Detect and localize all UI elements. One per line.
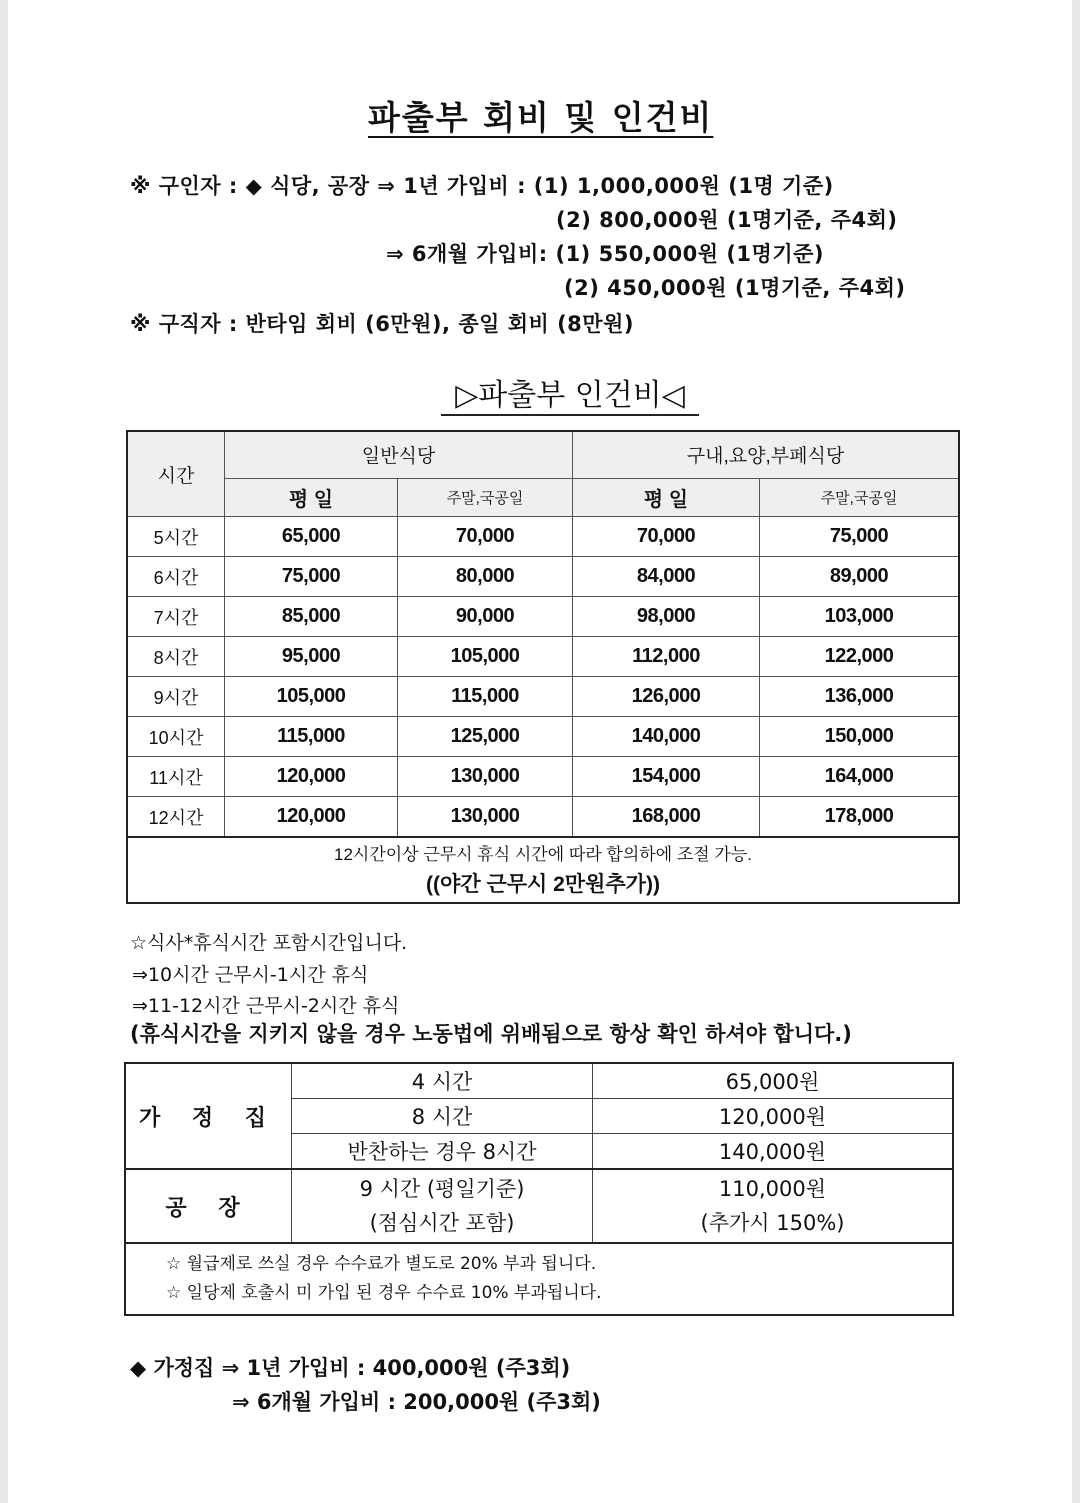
value-cell: 80,000: [398, 557, 573, 597]
value-cell: 105,000: [398, 637, 573, 677]
table-row: [125, 1169, 953, 1243]
value-cell: 112,000: [573, 637, 760, 677]
value-cell: 75,000: [225, 557, 398, 597]
g1-weekend-header: 주말,국공일: [398, 478, 573, 516]
factory-label: 공 장: [125, 1169, 292, 1243]
factory-price: [593, 1169, 954, 1243]
value-cell: 105,000: [225, 677, 398, 717]
price-cell: 140,000원: [593, 1134, 954, 1170]
wage-header-row: [127, 431, 959, 478]
table-row: [127, 757, 959, 797]
value-cell: 164,000: [760, 757, 960, 797]
fee-note-daily: ☆ 일당제 호출시 미 가입 된 경우 수수료 10% 부과됩니다.: [166, 1283, 602, 1303]
value-cell: 136,000: [760, 677, 960, 717]
rest-warning: (휴식시간을 지키지 않을 경우 노동법에 위배됨으로 항상 확인 하셔야 합니다.): [130, 1022, 852, 1046]
value-cell: 150,000: [760, 717, 960, 757]
group-cafeteria: 구내,요양,부페식당: [573, 431, 960, 478]
wage-table: [126, 430, 960, 904]
hours-cell: 10시간: [127, 717, 225, 757]
value-cell: 125,000: [398, 717, 573, 757]
hours-cell: 9시간: [127, 677, 225, 717]
value-cell: 85,000: [225, 597, 398, 637]
table-row: [125, 1063, 953, 1099]
value-cell: 75,000: [760, 517, 960, 557]
factory-duration: [292, 1169, 593, 1243]
fee-line-jobseeker: ※ 구직자 : 반타임 회비 (6만원), 종일 회비 (8만원): [130, 312, 634, 336]
value-cell: 70,000: [573, 517, 760, 557]
value-cell: 65,000: [225, 517, 398, 557]
wage-section-title: ▷파출부 인건비◁: [441, 378, 699, 416]
rest-note-1: ☆식사*휴식시간 포함시간입니다.: [130, 932, 408, 954]
wage-note-line1: 12시간이상 근무시 휴식 시간에 따라 합의하에 조절 가능.: [334, 845, 752, 864]
fee-line-employer-1yr-opt2: (2) 800,000원 (1명기준, 주4회): [556, 208, 898, 232]
factory-price-line1: 110,000원: [718, 1177, 827, 1201]
wage-note-row: [127, 837, 959, 903]
price-cell: 65,000원: [593, 1063, 954, 1099]
value-cell: 178,000: [760, 797, 960, 838]
home-fee-6mo: ⇒ 6개월 가입비 : 200,000원 (주3회): [232, 1390, 601, 1414]
hours-cell: 11시간: [127, 757, 225, 797]
group-general-restaurant: 일반식당: [225, 431, 573, 478]
value-cell: 130,000: [398, 757, 573, 797]
wage-note: [127, 837, 959, 903]
value-cell: 103,000: [760, 597, 960, 637]
hours-cell: 7시간: [127, 597, 225, 637]
value-cell: 120,000: [225, 757, 398, 797]
value-cell: 122,000: [760, 637, 960, 677]
home-foot-row: [125, 1243, 953, 1315]
table-row: [127, 677, 959, 717]
factory-duration-line2: (점심시간 포함): [369, 1211, 515, 1235]
table-row: [127, 557, 959, 597]
home-label: 가 정 집: [125, 1063, 292, 1169]
rest-note-3: ⇒11-12시간 근무시-2시간 휴식: [132, 995, 400, 1017]
table-row: [127, 717, 959, 757]
hour-header: 시간: [127, 431, 225, 517]
value-cell: 130,000: [398, 797, 573, 838]
table-row: [127, 797, 959, 838]
value-cell: 120,000: [225, 797, 398, 838]
wage-note-line2: ((야간 근무시 2만원추가)): [426, 873, 660, 896]
fee-note-monthly: ☆ 월급제로 쓰실 경우 수수료가 별도로 20% 부과 됩니다.: [166, 1254, 597, 1274]
hours-cell: 5시간: [127, 517, 225, 557]
value-cell: 84,000: [573, 557, 760, 597]
fee-line-employer-6mo: ⇒ 6개월 가입비: (1) 550,000원 (1명기준): [386, 242, 824, 266]
value-cell: 115,000: [225, 717, 398, 757]
rest-note-2: ⇒10시간 근무시-1시간 휴식: [132, 964, 369, 986]
document-page: [8, 0, 1072, 1503]
value-cell: 168,000: [573, 797, 760, 838]
factory-price-line2: (추가시 150%): [700, 1211, 845, 1235]
wage-subheader-row: [127, 478, 959, 516]
table-row: [127, 597, 959, 637]
value-cell: 70,000: [398, 517, 573, 557]
fee-notes: [125, 1243, 953, 1315]
fee-line-employer-1yr: ※ 구인자 : ◆ 식당, 공장 ⇒ 1년 가입비 : (1) 1,000,000원 (1명 기준): [130, 174, 834, 198]
hours-cell: 8시간: [127, 637, 225, 677]
value-cell: 140,000: [573, 717, 760, 757]
value-cell: 89,000: [760, 557, 960, 597]
hours-cell: 12시간: [127, 797, 225, 838]
value-cell: 95,000: [225, 637, 398, 677]
price-cell: 120,000원: [593, 1099, 954, 1134]
duration-cell: 4 시간: [292, 1063, 593, 1099]
duration-cell: 8 시간: [292, 1099, 593, 1134]
value-cell: 115,000: [398, 677, 573, 717]
duration-cell: 반찬하는 경우 8시간: [292, 1134, 593, 1170]
value-cell: 154,000: [573, 757, 760, 797]
value-cell: 98,000: [573, 597, 760, 637]
home-fee-1yr: ◆ 가정집 ⇒ 1년 가입비 : 400,000원 (주3회): [130, 1356, 571, 1380]
home-factory-table: [124, 1062, 954, 1316]
g2-weekend-header: 주말,국공일: [760, 478, 960, 516]
factory-duration-line1: 9 시간 (평일기준): [359, 1177, 525, 1201]
hours-cell: 6시간: [127, 557, 225, 597]
fee-line-employer-6mo-opt2: (2) 450,000원 (1명기준, 주4회): [564, 276, 906, 300]
value-cell: 126,000: [573, 677, 760, 717]
value-cell: 90,000: [398, 597, 573, 637]
page-title: 파출부 회비 및 인건비: [368, 98, 714, 137]
g1-weekday-header: 평 일: [225, 478, 398, 516]
table-row: [127, 637, 959, 677]
g2-weekday-header: 평 일: [573, 478, 760, 516]
table-row: [127, 517, 959, 557]
